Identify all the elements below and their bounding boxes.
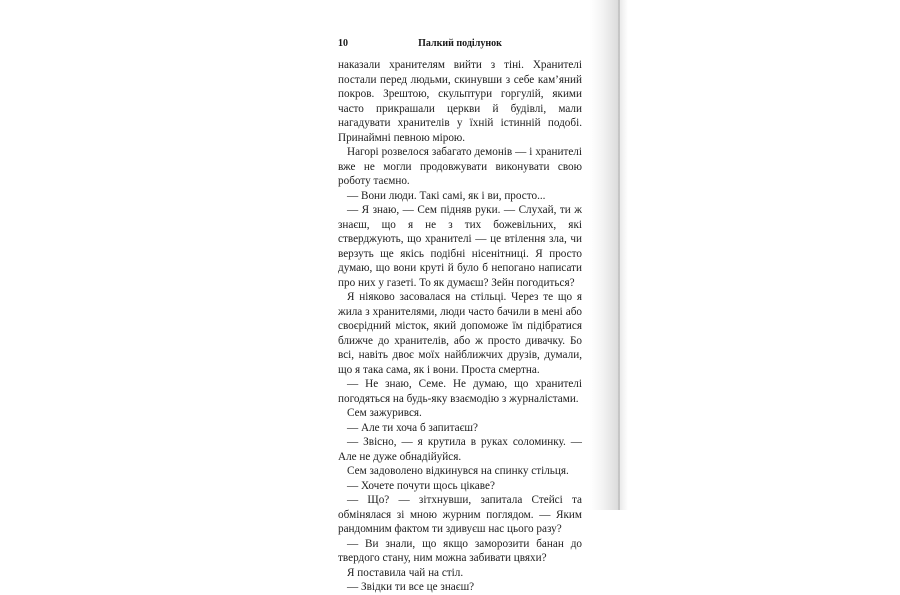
- paragraph: Сем задоволено відкинувся на спинку стільця.: [347, 465, 569, 477]
- paragraph: — Ви знали, що якщо заморозити банан до твердого стану, ним можна забивати цвяхи?: [338, 537, 582, 564]
- paragraph: наказали хранителям вийти з тіні. Хранителі постали перед людьми, скинувши з себе кам’яний покров. Зрештою, скульптури горгулій, якими часто прикрашали церкви й будівлі, мали нагадувати хранителів у їхній істинній подобі. Принаймні певною мірою.: [338, 59, 582, 144]
- page-number: 10: [338, 38, 348, 49]
- paragraph: Я поставила чай на стіл.: [347, 566, 464, 579]
- paragraph: Я ніяково засовалася на стільці. Через те що я жила з хранителями, люди часто бачили в мені або своєрідний місток, який допоможе їм підібратися ближче до хранителів, або ж просто дивачку. Бо всі, навіть двоє моїх найближчих друзів, думали, що я така сама, як і вони. Проста смертна.: [338, 291, 582, 376]
- paragraph: Нагорі розвелося забагато демонів — і хранителі вже не могли продовжувати виконувати свою роботу таємно.: [338, 146, 582, 187]
- body-text: [338, 58, 582, 595]
- paragraph: — Вони люди. Такі самі, як і ви, просто...: [347, 189, 546, 202]
- running-head: [338, 38, 582, 52]
- book-title: Палкий поділунок: [418, 38, 502, 49]
- page-shadow: [618, 0, 628, 510]
- paragraph: Сем зажурився.: [347, 407, 422, 419]
- paragraph: — Звісно, — я крутила в руках соломинку. — Але не дуже обнадійуйся.: [338, 436, 582, 463]
- paragraph: — Не знаю, Семе. Не думаю, що хранителі погодяться на будь-яку взаємодію з журналістами.: [338, 378, 582, 405]
- paragraph: — Я знаю, — Сем підняв руки. — Слухай, ти ж знаєш, що я не з тих божевільних, які стверджують, що хранителі — це втілення зла, чи верзуть ще якісь подібні нісенітниці. Я просто думаю, що вони круті й було б непогано написати про них у газеті. То як думаєш? Зейн погодиться?: [338, 204, 582, 289]
- page-edge: [590, 0, 620, 510]
- paragraph: — Хочете почути щось цікаве?: [347, 479, 495, 492]
- paragraph: — Звідки ти все це знаєш?: [347, 581, 475, 593]
- paragraph: — Але ти хоча б запитаєш?: [347, 421, 479, 434]
- paragraph: — Що? — зітхнувши, запитала Стейсі та обмінялася зі мною журним поглядом. — Яким рандомним фактом ти здивуєш нас цього разу?: [338, 494, 582, 535]
